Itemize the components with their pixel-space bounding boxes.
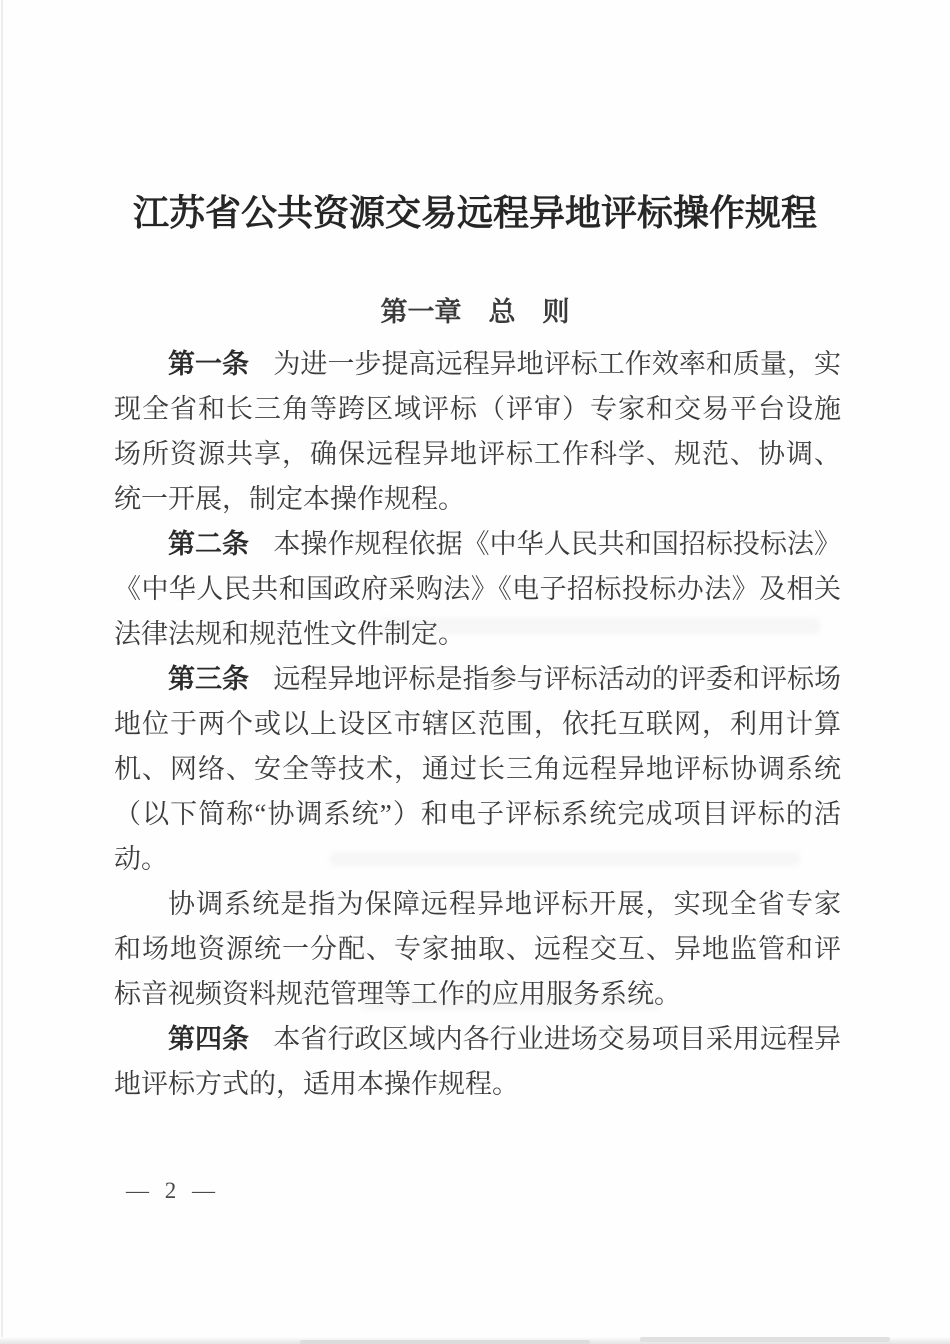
article-4-text: 本省行政区域内各行业进场交易项目采用远程异地评标方式的，适用本操作规程。 xyxy=(114,1024,842,1099)
paragraph-article-2 xyxy=(114,522,841,657)
paragraph-article-4 xyxy=(114,1017,841,1107)
article-3-text: 远程异地评标是指参与评标活动的评委和评标场地位于两个或以上设区市辖区范围，依托互联网，利用计算机、网络、安全等技术，通过长三角远程异地评标协调系统（以下简称“协调系统”）和电子评标系统完成项目评标的活动。 xyxy=(114,664,842,874)
scan-edge-shadow xyxy=(640,1337,890,1342)
article-3-number: 第三条 xyxy=(168,664,250,694)
article-1-number: 第一条 xyxy=(168,349,250,379)
paragraph-article-1 xyxy=(114,342,841,522)
scan-edge-shadow xyxy=(300,1340,590,1344)
document-body xyxy=(114,342,841,1107)
coordination-system-text: 协调系统是指为保障远程异地评标开展，实现全省专家和场地资源统一分配、专家抽取、远程交互、异地监管和评标音视频资料规范管理等工作的应用服务系统。 xyxy=(114,889,841,1009)
scan-bleedthrough-artifact xyxy=(330,852,800,866)
article-1-text: 为进一步提高远程异地评标工作效率和质量，实现全省和长三角等跨区域评标（评审）专家和交易平台设施场所资源共享，确保远程异地评标工作科学、规范、协调、统一开展，制定本操作规程。 xyxy=(114,349,842,514)
article-2-number: 第二条 xyxy=(168,529,250,559)
chapter-heading: 第一章 总 则 xyxy=(380,297,570,327)
paragraph-coordination-system xyxy=(114,882,841,1017)
document-title: 江苏省公共资源交易远程异地评标操作规程 xyxy=(132,193,817,233)
article-2-text: 本操作规程依据《中华人民共和国招标投标法》《中华人民共和国政府采购法》《电子招标投标办法》及相关法律法规和规范性文件制定。 xyxy=(114,529,842,649)
scan-bleedthrough-artifact xyxy=(360,998,660,1010)
paragraph-article-3 xyxy=(114,657,841,882)
scan-bleedthrough-artifact xyxy=(380,618,820,634)
article-4-number: 第四条 xyxy=(168,1024,250,1054)
page-number: — 2 — xyxy=(126,1178,220,1203)
